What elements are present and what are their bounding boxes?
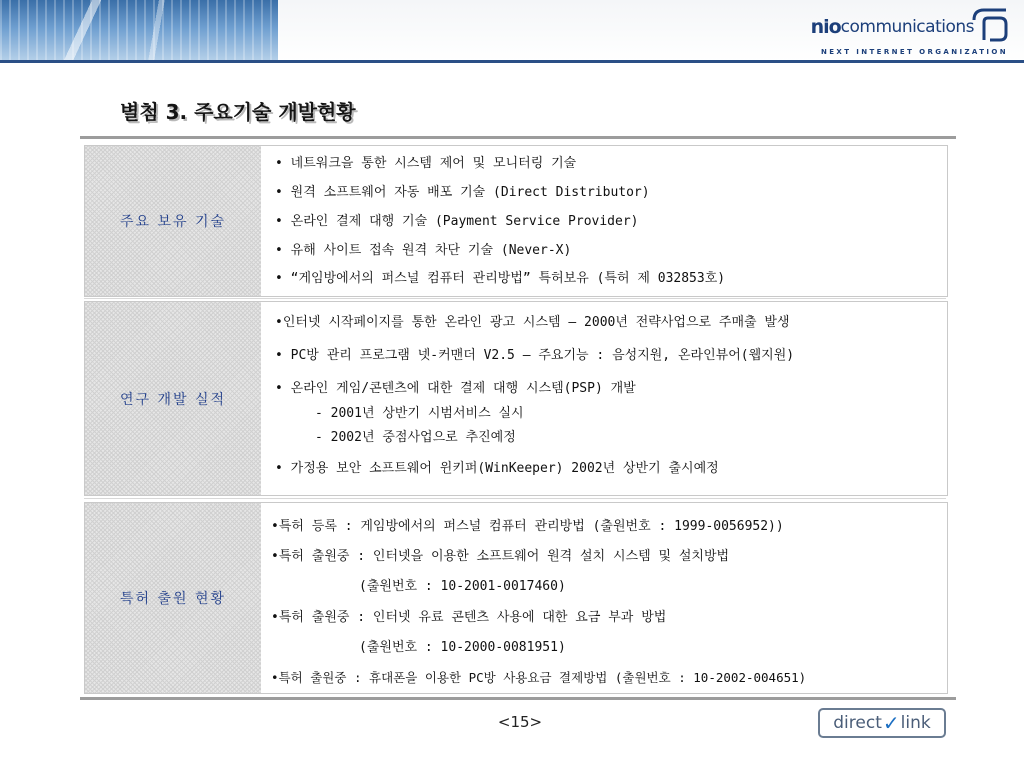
list-item: - 2002년 중점사업으로 추진예정 bbox=[315, 430, 516, 445]
list-item: •인터넷 시작페이지를 통한 온라인 광고 시스템 – 2000년 전략사업으로 주매출 발생 bbox=[275, 315, 790, 330]
list-item: • 네트워크을 통한 시스템 제어 및 모니터링 기술 bbox=[275, 156, 577, 171]
list-item: • “게임방에서의 퍼스널 컴퓨터 관리방법” 특허보유 (특허 제 032853호) bbox=[275, 271, 726, 286]
section-label: 주요 보유 기술 bbox=[119, 214, 227, 230]
check-icon: ✓ bbox=[882, 711, 900, 735]
page-title: 별첨 3. 주요기술 개발현황 bbox=[120, 100, 356, 124]
logo-right-text: link bbox=[900, 713, 931, 733]
list-item: • 원격 소프트웨어 자동 배포 기술 (Direct Distributor) bbox=[275, 185, 650, 200]
logo-tagline: NEXT INTERNET ORGANIZATION bbox=[820, 48, 1008, 56]
header bbox=[0, 0, 1024, 62]
section-content bbox=[271, 302, 945, 495]
list-item: • 유해 사이트 접속 원격 차단 기술 (Never-X) bbox=[275, 243, 572, 258]
logo-bold-text: nio bbox=[810, 16, 841, 38]
section-label-cell bbox=[85, 503, 261, 693]
section-separator bbox=[84, 298, 946, 299]
section-patents bbox=[84, 502, 948, 694]
list-item: •특허 등록 : 게임방에서의 퍼스널 컴퓨터 관리방법 (출원번호 : 1999-0056952)) bbox=[271, 519, 784, 534]
section-content bbox=[271, 146, 945, 296]
title-divider bbox=[80, 136, 956, 139]
directlink-logo bbox=[818, 708, 946, 738]
list-item: • 온라인 게임/콘텐츠에 대한 결제 대행 시스템(PSP) 개발 bbox=[275, 381, 636, 396]
list-item: - 2001년 상반기 시범서비스 실시 bbox=[315, 406, 524, 421]
list-item: • PC방 관리 프로그램 넷-커맨더 V2.5 – 주요기능 : 음성지원, 온라인뷰어(웹지원) bbox=[275, 348, 795, 363]
page-number: <15> bbox=[497, 713, 543, 731]
section-content bbox=[271, 503, 945, 693]
logo-left-text: direct bbox=[833, 713, 882, 733]
list-item: • 온라인 결제 대행 기술 (Payment Service Provider) bbox=[275, 214, 639, 229]
section-rnd-results bbox=[84, 301, 948, 496]
section-label: 특허 출원 현황 bbox=[119, 591, 227, 607]
header-rule bbox=[0, 60, 1024, 63]
footer-divider bbox=[80, 697, 956, 700]
header-building-photo bbox=[0, 0, 278, 62]
section-label-cell bbox=[85, 302, 261, 495]
section-separator bbox=[84, 498, 946, 499]
list-item: •특허 출원중 : 인터넷 유료 콘텐츠 사용에 대한 요금 부과 방법 bbox=[271, 610, 667, 625]
list-item: •특허 출원중 : 휴대폰을 이용한 PC방 사용요금 결제방법 (출원번호 : 10-2002-004651) bbox=[271, 670, 807, 685]
section-label: 연구 개발 실적 bbox=[119, 391, 227, 408]
logo-thin-text: communications bbox=[840, 17, 974, 37]
list-item: •특허 출원중 : 인터넷을 이용한 소프트웨어 원격 설치 시스템 및 설치방법 bbox=[271, 549, 730, 564]
list-item: (출원번호 : 10-2000-0081951) bbox=[359, 640, 566, 655]
list-item: (출원번호 : 10-2001-0017460) bbox=[359, 579, 566, 594]
section-key-technologies bbox=[84, 145, 948, 297]
logo-mark-icon bbox=[970, 6, 1010, 44]
list-item: • 가정용 보안 소프트웨어 윈키퍼(WinKeeper) 2002년 상반기 출시예정 bbox=[275, 461, 719, 476]
section-label-cell bbox=[85, 146, 261, 296]
company-logo bbox=[811, 12, 974, 42]
